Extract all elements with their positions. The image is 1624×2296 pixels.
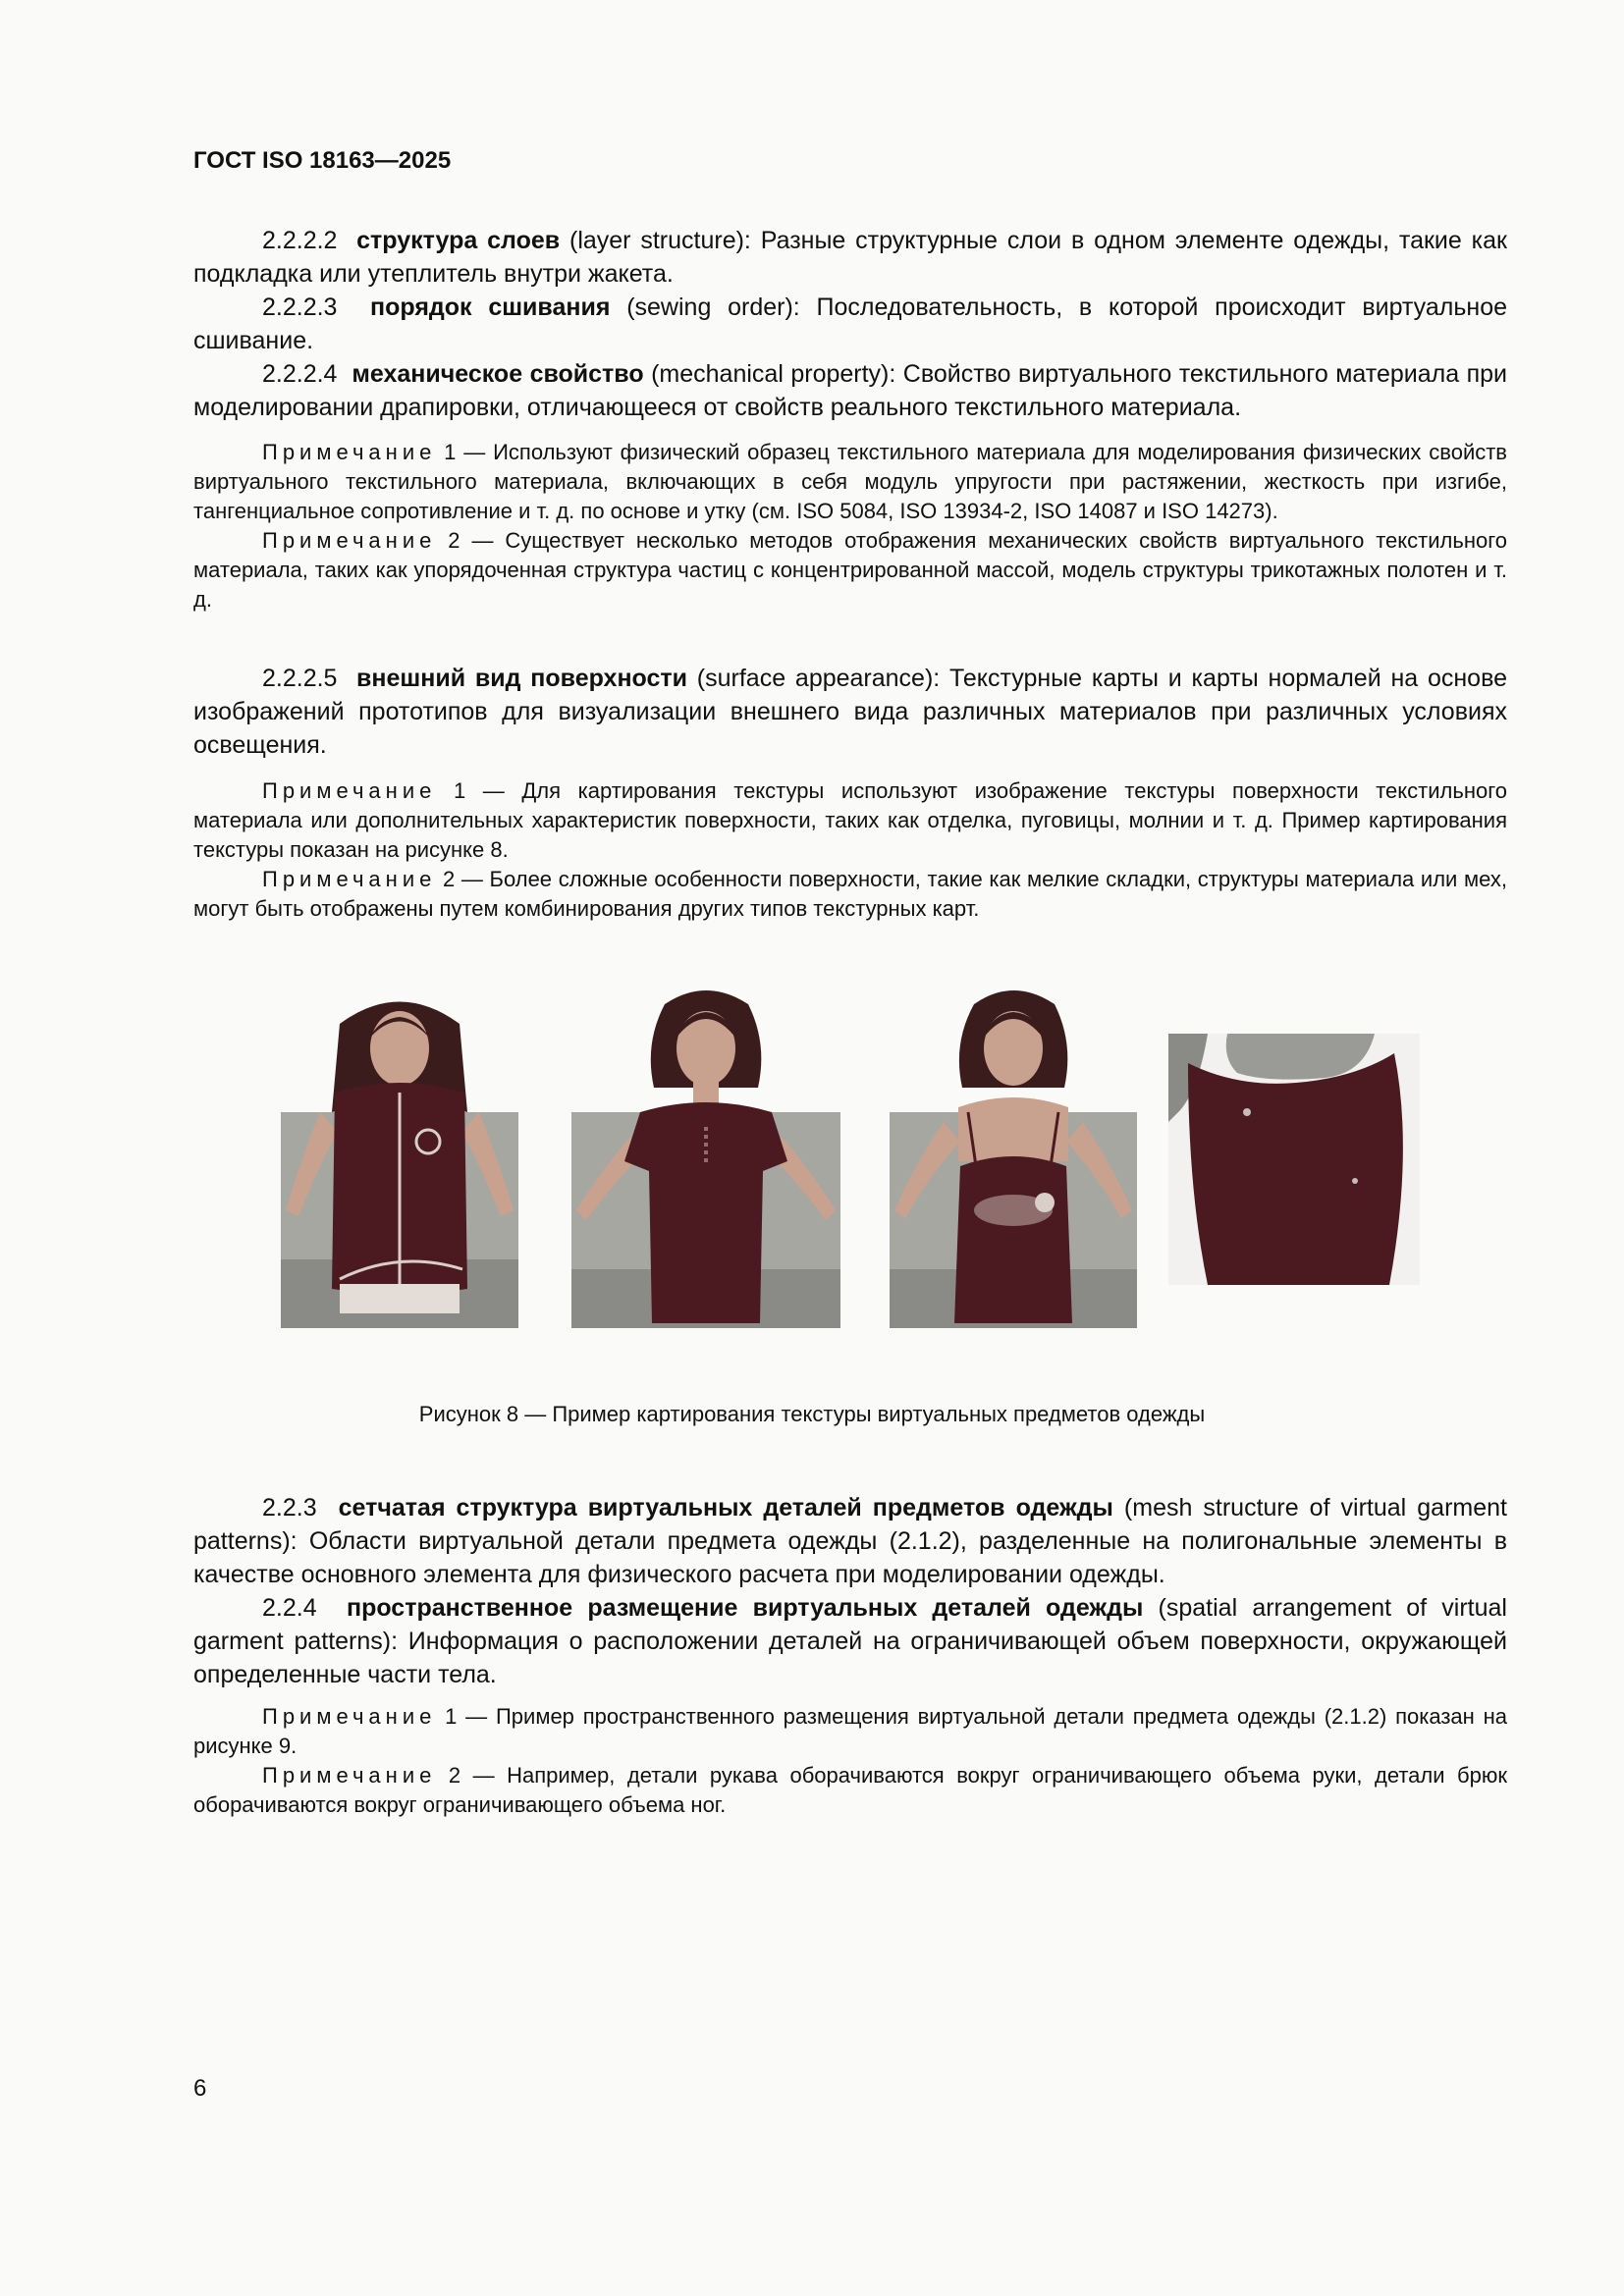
term: сетчатая структура виртуальных деталей предметов одежды	[338, 1494, 1113, 1522]
note-2: Примечание 2 — Например, детали рукава оборачиваются вокруг ограничивающего объема руки, детали брюк оборачиваются вокруг ограничивающего объема ног.	[193, 1763, 1507, 1817]
figure-image-tshirt	[571, 985, 840, 1328]
definitions-block-1	[193, 224, 1507, 424]
figure-caption: Рисунок 8 — Пример картирования текстуры виртуальных предметов одежды	[418, 1402, 1206, 1426]
term: внешний вид поверхности	[356, 665, 688, 692]
note-2: Примечание 2 — Более сложные особенности поверхности, такие как мелкие складки, структуры материала или мех, могут быть отображены путем комбинирования других типов текстурных карт.	[193, 867, 1507, 921]
definition-2-2-3: 2.2.3 сетчатая структура виртуальных деталей предметов одежды (mesh structure of virtual garment patterns): Области виртуальной детали предмета одежды (2.1.2), разделенные на полигональные элементы в качестве основного элемента для физического расчета при моделировании одежды.	[193, 1494, 1507, 1588]
note-1: Примечание 1 — Для картирования текстуры используют изображение текстуры поверхности текстильного материала или дополнительных характеристик поверхности, таких как отделка, пуговицы, молнии и т. д. Пример картирования текстуры показан на рисунке 8.	[193, 778, 1507, 862]
term: порядок сшивания	[370, 294, 611, 321]
figure-8	[0, 985, 1624, 1338]
figure-image-trousers-closeup	[1168, 1034, 1420, 1285]
document-code-header: ГОСТ ISO 18163—2025	[193, 147, 452, 174]
definition-2-2-4: 2.2.4 пространственное размещение виртуальных деталей одежды (spatial arrangement of virtual garment patterns): Информация о расположении деталей на ограничивающей объем поверхности, окружающей определенные части тела.	[193, 1594, 1507, 1688]
note-1: Примечание 1 — Пример пространственного размещения виртуальной детали предмета одежды (2.1.2) показан на рисунке 9.	[193, 1704, 1507, 1758]
term: механическое свойство	[352, 360, 644, 388]
figure-image-hooded-vest	[281, 985, 518, 1328]
definition-2-2-2-2: 2.2.2.2 структура слоев (layer structure): Разные структурные слои в одном элементе одежды, такие как подкладка или утеплитель внутри жакета.	[193, 227, 1507, 288]
definition-2-2-2-4: 2.2.2.4 механическое свойство (mechanical property): Свойство виртуального текстильного материала при моделировании драпировки, отличающееся от свойств реального текстильного материала.	[193, 360, 1507, 421]
figure-image-camisole	[890, 985, 1137, 1328]
notes-block-2	[193, 776, 1507, 924]
definitions-block-3	[193, 1491, 1507, 1691]
note-2: Примечание 2 — Существует несколько методов отображения механических свойств виртуального текстильного материала, таких как упорядоченная структура частиц с концентрированной массой, модель структуры трикотажных полотен и т. д.	[193, 528, 1507, 612]
definitions-block-2	[193, 662, 1507, 762]
notes-block-3	[193, 1702, 1507, 1820]
definition-2-2-2-3: 2.2.2.3 порядок сшивания (sewing order): Последовательность, в которой происходит виртуальное сшивание.	[193, 294, 1508, 354]
term: структура слоев	[356, 227, 561, 254]
page-number: 6	[193, 2075, 207, 2102]
definition-2-2-2-5: 2.2.2.5 внешний вид поверхности (surface appearance): Текстурные карты и карты нормалей на основе изображений прототипов для визуализации внешнего вида различных материалов при различных условиях освещения.	[193, 665, 1507, 759]
term: пространственное размещение виртуальных деталей одежды	[346, 1594, 1144, 1622]
note-1: Примечание 1 — Используют физический образец текстильного материала для моделирования физических свойств виртуального текстильного материала, включающих в себя модуль упругости при растяжении, жесткость при изгибе, тангенциальное сопротивление и т. д. по основе и утку (см. ISO 5084, ISO 13934-2, ISO 14087 и ISO 14273).	[193, 440, 1507, 523]
notes-block-1	[193, 438, 1507, 614]
